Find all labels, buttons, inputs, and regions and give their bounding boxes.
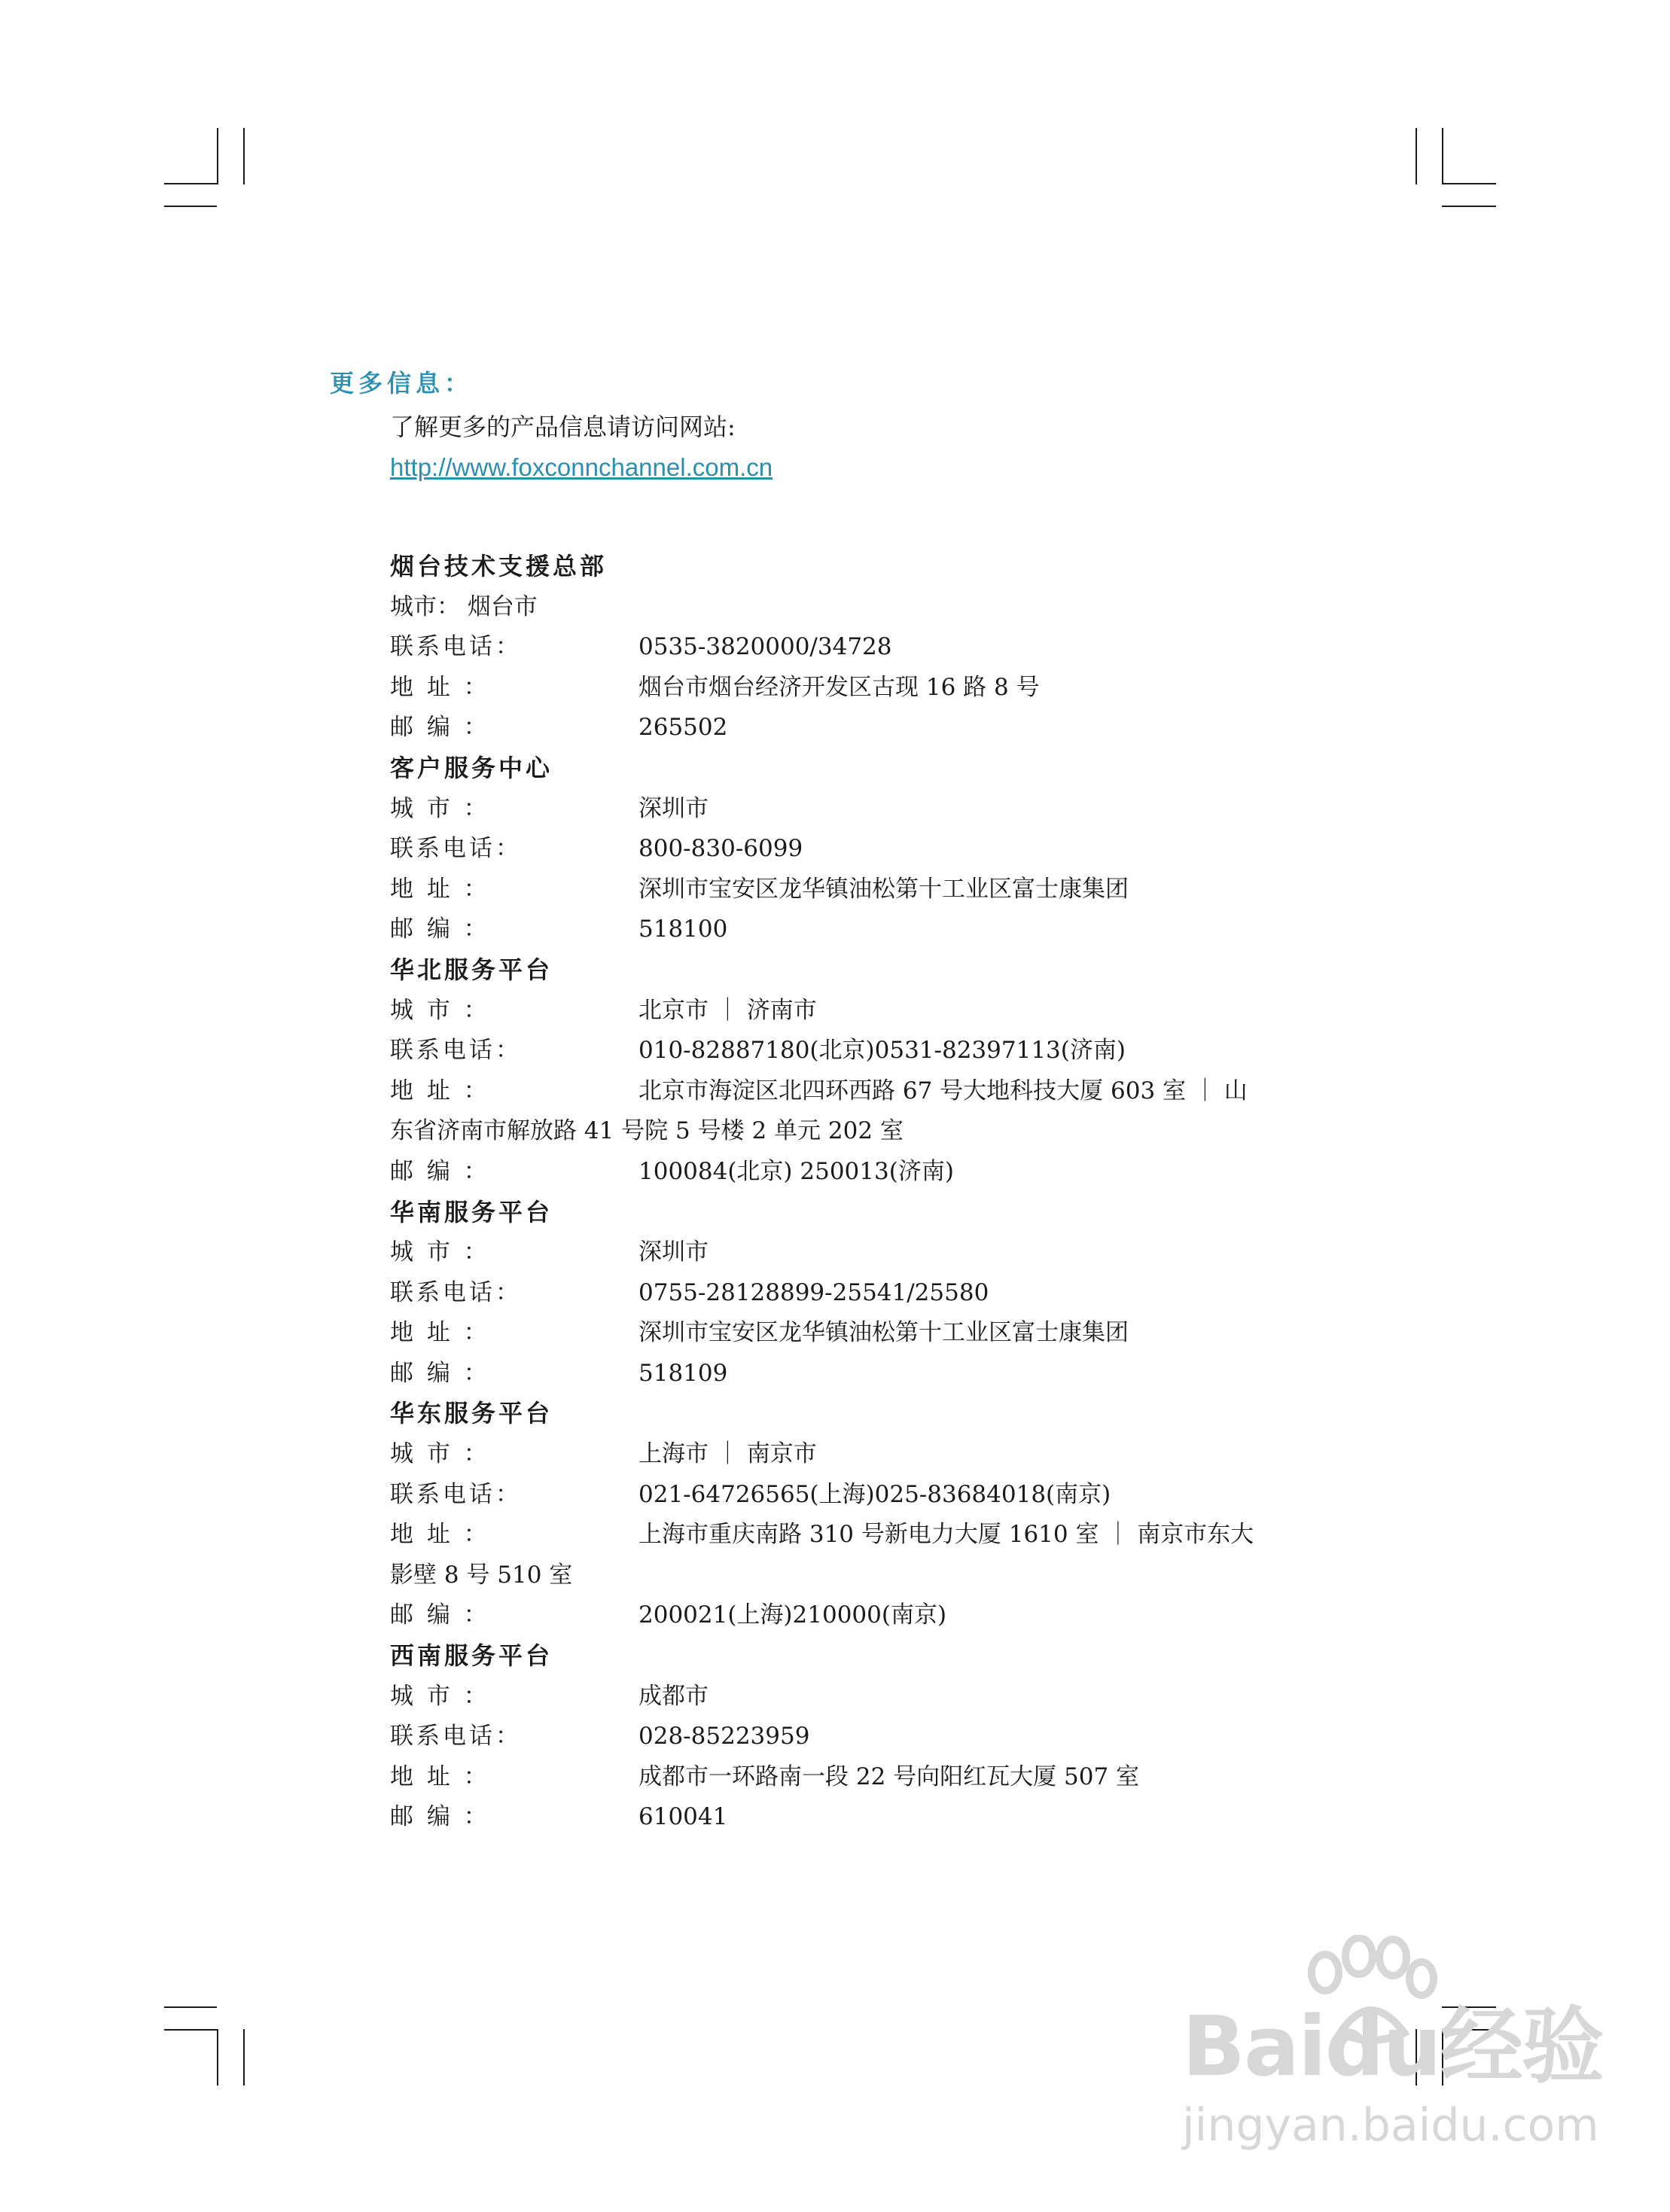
crop-mark [217, 128, 218, 184]
address-value: 深圳市宝安区龙华镇油松第十工业区富士康集团 [638, 1319, 1129, 1347]
city-label: 城 市 ： [390, 996, 490, 1024]
crop-mark [164, 2029, 217, 2031]
city-value: 上海市 ｜ 南京市 [638, 1440, 817, 1468]
city-label: 城 市 ： [390, 1440, 490, 1468]
office-title: 华北服务平台 [390, 955, 553, 984]
address-value: 烟台市烟台经济开发区古现 16 路 8 号 [638, 673, 1040, 701]
phone-row [390, 1031, 1309, 1071]
city-label: 城 市 ： [390, 1682, 490, 1710]
address-label: 地 址 ： [390, 1319, 490, 1347]
address-value-line2: 影壁 8 号 510 室 [390, 1561, 573, 1589]
crop-mark [217, 2029, 218, 2086]
postcode-label: 邮 编 ： [390, 1359, 490, 1387]
address-row [390, 1313, 1309, 1354]
more-info-heading: 更多信息： [330, 369, 474, 398]
crop-mark [164, 183, 217, 184]
city-label: 城 市 ： [390, 794, 490, 822]
website-link[interactable]: http://www.foxconnchannel.com.cn [390, 453, 773, 481]
postcode-row [390, 1354, 1309, 1394]
city-row [390, 587, 1309, 628]
postcode-row [390, 1595, 1309, 1636]
postcode-row [390, 1152, 1309, 1193]
address-row-continued [390, 1111, 1309, 1152]
address-row [390, 668, 1309, 708]
address-row-continued [390, 1555, 1309, 1596]
office-list [390, 547, 1309, 1838]
office-customer-service [390, 748, 1309, 950]
address-row [390, 1515, 1309, 1555]
city-value: 北京市 ｜ 济南市 [638, 996, 817, 1024]
city-value: 深圳市 [638, 1239, 709, 1266]
address-row [390, 1757, 1309, 1798]
address-label: 地 址 ： [390, 1521, 490, 1549]
crop-mark [1442, 206, 1496, 207]
phone-row [390, 829, 1309, 870]
address-label: 地 址 ： [390, 673, 490, 701]
office-southwest-china [390, 1636, 1309, 1838]
address-value-line1: 上海市重庆南路 310 号新电力大厦 1610 室 ｜ 南京市东大 [638, 1521, 1254, 1549]
office-title: 客户服务中心 [390, 753, 553, 782]
postcode-value: 518100 [638, 916, 728, 943]
postcode-row [390, 909, 1309, 950]
city-row [390, 991, 1309, 1031]
city-value: 成都市 [638, 1682, 709, 1710]
phone-value: 021-64726565(上海)025-83684018(南京) [638, 1480, 1111, 1508]
address-value: 成都市一环路南一段 22 号向阳红瓦大厦 507 室 [638, 1763, 1140, 1790]
city-row [390, 1434, 1309, 1475]
crop-mark [243, 128, 245, 184]
address-label: 地 址 ： [390, 1077, 490, 1104]
phone-label: 联系电话： [390, 1480, 522, 1508]
address-value-line1: 北京市海淀区北四环西路 67 号大地科技大厦 603 室 ｜ 山 [638, 1077, 1248, 1104]
phone-label: 联系电话： [390, 835, 522, 863]
baidu-watermark [1144, 1935, 1641, 2176]
phone-value: 0755-28128899-25541/25580 [638, 1278, 989, 1306]
postcode-value: 100084(北京) 250013(济南) [638, 1157, 954, 1185]
address-row [390, 870, 1309, 910]
watermark-site: jingyan.baidu.com [1182, 2099, 1599, 2152]
office-title: 西南服务平台 [390, 1641, 553, 1671]
intro-text: 了解更多的产品信息请访问网站: [390, 413, 736, 441]
city-row [390, 1677, 1309, 1717]
postcode-value: 265502 [638, 714, 728, 742]
city-label: 城 市 ： [390, 1239, 490, 1266]
postcode-label: 邮 编 ： [390, 1601, 490, 1629]
postcode-label: 邮 编 ： [390, 916, 490, 943]
city-row [390, 1232, 1309, 1273]
postcode-label: 邮 编 ： [390, 1803, 490, 1831]
phone-value: 010-82887180(北京)0531-82397113(济南) [638, 1037, 1126, 1065]
address-label: 地 址 ： [390, 875, 490, 903]
phone-value: 800-830-6099 [638, 835, 803, 863]
crop-mark [164, 2006, 217, 2008]
phone-value: 028-85223959 [638, 1723, 810, 1750]
postcode-value: 610041 [638, 1803, 728, 1831]
office-south-china [390, 1193, 1309, 1394]
city-line: 城市： 烟台市 [390, 593, 538, 620]
phone-row [390, 627, 1309, 668]
crop-mark [1442, 183, 1496, 184]
office-north-china [390, 950, 1309, 1193]
postcode-row [390, 1797, 1309, 1838]
office-east-china [390, 1394, 1309, 1636]
phone-row [390, 1273, 1309, 1314]
address-label: 地 址 ： [390, 1763, 490, 1790]
phone-label: 联系电话： [390, 1278, 522, 1306]
office-title: 华东服务平台 [390, 1399, 553, 1428]
crop-mark [243, 2029, 245, 2086]
watermark-logo: Baidu经验 [1182, 1998, 1603, 2095]
crop-mark [1416, 128, 1417, 184]
crop-mark [1442, 128, 1443, 184]
phone-label: 联系电话： [390, 1723, 522, 1750]
office-title: 烟台技术支援总部 [390, 552, 608, 580]
address-value-line2: 东省济南市解放路 41 号院 5 号楼 2 单元 202 室 [390, 1117, 904, 1145]
postcode-label: 邮 编 ： [390, 1157, 490, 1185]
office-title: 华南服务平台 [390, 1197, 553, 1226]
address-value: 深圳市宝安区龙华镇油松第十工业区富士康集团 [638, 875, 1129, 903]
postcode-value: 518109 [638, 1359, 728, 1387]
postcode-value: 200021(上海)210000(南京) [638, 1601, 947, 1629]
phone-value: 0535-3820000/34728 [638, 633, 892, 661]
phone-label: 联系电话： [390, 1037, 522, 1065]
phone-label: 联系电话： [390, 633, 522, 661]
city-row [390, 789, 1309, 830]
phone-row [390, 1717, 1309, 1757]
crop-mark [164, 206, 217, 207]
phone-row [390, 1475, 1309, 1516]
office-yantai [390, 547, 1309, 748]
postcode-label: 邮 编 ： [390, 714, 490, 742]
city-value: 深圳市 [638, 794, 709, 822]
postcode-row [390, 708, 1309, 748]
address-row [390, 1071, 1309, 1112]
more-info-intro [390, 407, 773, 488]
